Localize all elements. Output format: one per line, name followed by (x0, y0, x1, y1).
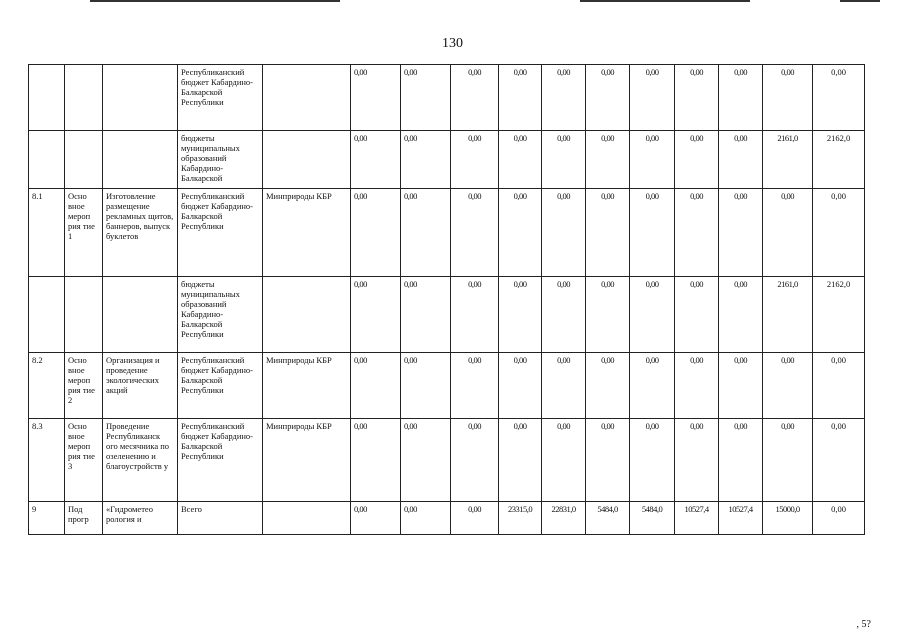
value-cell: 0,00 (719, 131, 763, 189)
value-cell: 0,00 (542, 189, 586, 277)
value-cell: 0,00 (451, 65, 499, 131)
responsible-cell (263, 277, 351, 353)
value-cell: 0,00 (586, 419, 630, 502)
value-cell: 0,00 (813, 65, 865, 131)
measure-name-cell (103, 277, 178, 353)
value-cell: 0,00 (630, 353, 675, 419)
value-cell: 15000,0 (763, 502, 813, 535)
measure-type-cell: Осно вное мероп рия тие 1 (65, 189, 103, 277)
value-cell: 0,00 (499, 131, 542, 189)
value-cell: 0,00 (675, 419, 719, 502)
value-cell: 0,00 (451, 419, 499, 502)
measure-name-cell (103, 65, 178, 131)
value-cell: 23315,0 (499, 502, 542, 535)
value-cell: 0,00 (542, 65, 586, 131)
value-cell: 0,00 (401, 277, 451, 353)
value-cell: 0,00 (401, 65, 451, 131)
value-cell: 0,00 (401, 502, 451, 535)
value-cell: 0,00 (813, 502, 865, 535)
value-cell: 0,00 (586, 189, 630, 277)
value-cell: 0,00 (719, 189, 763, 277)
funding-source-cell: Республиканский бюджет Кабардино-Балкарской Республики (178, 419, 263, 502)
value-cell: 0,00 (586, 353, 630, 419)
measure-name-cell (103, 131, 178, 189)
funding-source-cell: Республиканский бюджет Кабардино-Балкарской Республики (178, 189, 263, 277)
measure-name-cell: Проведение Республиканск ого месячника по озеленению и благоустройств у (103, 419, 178, 502)
funding-source-cell: Республиканский бюджет Кабардино-Балкарской Республики (178, 65, 263, 131)
value-cell: 0,00 (451, 277, 499, 353)
funding-source-cell: бюджеты муниципальных образований Кабардино-Балкарской (178, 131, 263, 189)
scan-artifact-line (90, 0, 340, 2)
value-cell: 22831,0 (542, 502, 586, 535)
value-cell: 0,00 (499, 65, 542, 131)
value-cell: 10527,4 (719, 502, 763, 535)
row-number-cell (29, 131, 65, 189)
value-cell: 0,00 (542, 131, 586, 189)
table-row (29, 353, 865, 419)
responsible-cell (263, 65, 351, 131)
row-number-cell (29, 65, 65, 131)
value-cell: 0,00 (401, 353, 451, 419)
value-cell: 0,00 (630, 131, 675, 189)
value-cell: 0,00 (675, 353, 719, 419)
measure-type-cell (65, 65, 103, 131)
responsible-cell: Минприроды КБР (263, 353, 351, 419)
responsible-cell: Минприроды КБР (263, 189, 351, 277)
table-row (29, 189, 865, 277)
value-cell: 0,00 (499, 277, 542, 353)
value-cell: 0,00 (763, 189, 813, 277)
scan-artifact-line (840, 0, 880, 2)
value-cell: 0,00 (351, 353, 401, 419)
table-row (29, 502, 865, 535)
row-number-cell: 9 (29, 502, 65, 535)
value-cell: 0,00 (401, 131, 451, 189)
value-cell: 0,00 (630, 277, 675, 353)
value-cell: 0,00 (675, 277, 719, 353)
table-row (29, 419, 865, 502)
value-cell: 0,00 (586, 65, 630, 131)
value-cell: 0,00 (813, 189, 865, 277)
measure-type-cell: Осно вное мероп рия тие 2 (65, 353, 103, 419)
value-cell: 0,00 (401, 419, 451, 502)
value-cell: 0,00 (351, 189, 401, 277)
value-cell: 5484,0 (630, 502, 675, 535)
value-cell: 0,00 (675, 65, 719, 131)
value-cell: 0,00 (451, 353, 499, 419)
funding-source-cell: бюджеты муниципальных образований Кабардино-Балкарской Республики (178, 277, 263, 353)
measure-type-cell (65, 277, 103, 353)
value-cell: 0,00 (542, 277, 586, 353)
value-cell: 0,00 (630, 65, 675, 131)
table-row (29, 65, 865, 131)
value-cell: 2162,0 (813, 277, 865, 353)
responsible-cell (263, 131, 351, 189)
value-cell: 0,00 (763, 419, 813, 502)
value-cell: 0,00 (542, 419, 586, 502)
funding-source-cell: Республиканский бюджет Кабардино-Балкарской Республики (178, 353, 263, 419)
row-number-cell: 8.2 (29, 353, 65, 419)
budget-table (28, 64, 865, 535)
value-cell: 0,00 (675, 131, 719, 189)
value-cell: 0,00 (719, 419, 763, 502)
measure-name-cell: Изготовление размещение рекламных щитов, баннеров, выпуск буклетов (103, 189, 178, 277)
value-cell: 0,00 (351, 65, 401, 131)
measure-name-cell: «Гидрометео рология и (103, 502, 178, 535)
value-cell: 0,00 (586, 277, 630, 353)
responsible-cell (263, 502, 351, 535)
value-cell: 0,00 (351, 131, 401, 189)
responsible-cell: Минприроды КБР (263, 419, 351, 502)
value-cell: 0,00 (499, 189, 542, 277)
value-cell: 0,00 (719, 277, 763, 353)
value-cell: 0,00 (630, 189, 675, 277)
measure-type-cell: Осно вное мероп рия тие 3 (65, 419, 103, 502)
value-cell: 0,00 (451, 189, 499, 277)
measure-type-cell (65, 131, 103, 189)
page-number: 130 (442, 36, 463, 51)
value-cell: 10527,4 (675, 502, 719, 535)
value-cell: 2161,0 (763, 277, 813, 353)
value-cell: 0,00 (719, 353, 763, 419)
value-cell: 0,00 (401, 189, 451, 277)
measure-type-cell: Под прогр (65, 502, 103, 535)
value-cell: 0,00 (719, 65, 763, 131)
table-row (29, 131, 865, 189)
value-cell: 0,00 (763, 65, 813, 131)
corner-mark: , 5? (856, 619, 871, 630)
value-cell: 2161,0 (763, 131, 813, 189)
value-cell: 5484,0 (586, 502, 630, 535)
table-row (29, 277, 865, 353)
scan-artifact-line (580, 0, 750, 2)
value-cell: 0,00 (351, 277, 401, 353)
value-cell: 0,00 (813, 353, 865, 419)
measure-name-cell: Организация и проведение экологических акций (103, 353, 178, 419)
value-cell: 0,00 (499, 419, 542, 502)
value-cell: 0,00 (542, 353, 586, 419)
value-cell: 0,00 (813, 419, 865, 502)
row-number-cell (29, 277, 65, 353)
value-cell: 0,00 (451, 131, 499, 189)
value-cell: 0,00 (351, 419, 401, 502)
value-cell: 0,00 (351, 502, 401, 535)
value-cell: 2162,0 (813, 131, 865, 189)
funding-source-cell: Всего (178, 502, 263, 535)
row-number-cell: 8.1 (29, 189, 65, 277)
value-cell: 0,00 (586, 131, 630, 189)
value-cell: 0,00 (763, 353, 813, 419)
row-number-cell: 8.3 (29, 419, 65, 502)
value-cell: 0,00 (499, 353, 542, 419)
value-cell: 0,00 (630, 419, 675, 502)
value-cell: 0,00 (451, 502, 499, 535)
value-cell: 0,00 (675, 189, 719, 277)
